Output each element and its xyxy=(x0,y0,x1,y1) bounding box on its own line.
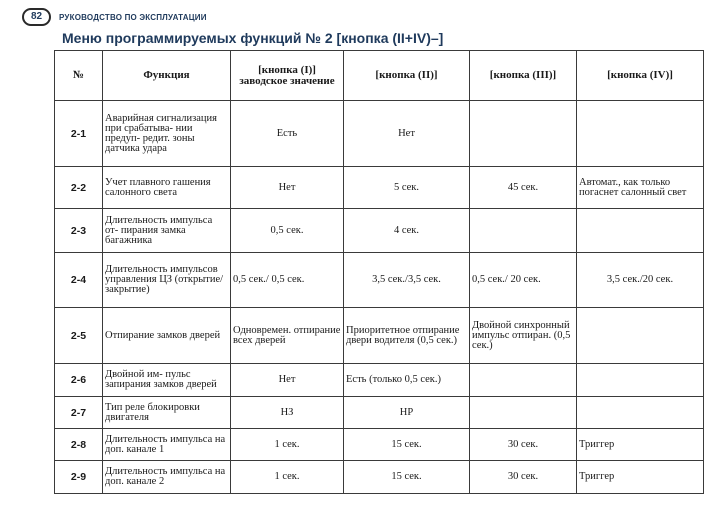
table-row xyxy=(55,209,704,253)
button-3-cell xyxy=(470,101,577,167)
button-3-cell xyxy=(470,364,577,397)
button-2-cell: Приоритетное отпирание двери водителя (0,5 сек.) xyxy=(344,308,470,364)
col-header-button-4: [кнопка (IV)] xyxy=(577,51,704,101)
col-header-button-1: [кнопка (I)] заводское значение xyxy=(231,51,344,101)
button-1-cell: Нет xyxy=(231,364,344,397)
row-number: 2-5 xyxy=(55,308,103,364)
row-number: 2-1 xyxy=(55,101,103,167)
button-2-cell: 15 сек. xyxy=(344,461,470,494)
button-1-cell: 1 сек. xyxy=(231,461,344,494)
button-4-cell: Автомат., как только погаснет салонный свет xyxy=(577,167,704,209)
button-1-cell: 0,5 сек. xyxy=(231,209,344,253)
row-number: 2-6 xyxy=(55,364,103,397)
button-2-cell: 3,5 сек./3,5 сек. xyxy=(344,253,470,308)
col-header-function: Функция xyxy=(103,51,231,101)
row-number: 2-8 xyxy=(55,429,103,461)
function-cell: Тип реле блокировки двигателя xyxy=(103,397,231,429)
section-title: РУКОВОДСТВО ПО ЭКСПЛУАТАЦИИ xyxy=(59,12,207,22)
col-header-button-3: [кнопка (III)] xyxy=(470,51,577,101)
button-4-cell xyxy=(577,209,704,253)
button-3-cell: 30 сек. xyxy=(470,461,577,494)
function-cell: Длительность импульсов управления ЦЗ (открытие/ закрытие) xyxy=(103,253,231,308)
button-3-cell xyxy=(470,397,577,429)
button-3-cell: 0,5 сек./ 20 сек. xyxy=(470,253,577,308)
function-cell: Длительность импульса от- пирания замка багажника xyxy=(103,209,231,253)
functions-table xyxy=(54,50,704,494)
row-number: 2-3 xyxy=(55,209,103,253)
button-2-cell: 4 сек. xyxy=(344,209,470,253)
row-number: 2-4 xyxy=(55,253,103,308)
row-number: 2-9 xyxy=(55,461,103,494)
button-1-cell: Нет xyxy=(231,167,344,209)
button-2-cell: Нет xyxy=(344,101,470,167)
table-row xyxy=(55,167,704,209)
button-4-cell: Триггер xyxy=(577,461,704,494)
table-row xyxy=(55,364,704,397)
table-row xyxy=(55,101,704,167)
header-row xyxy=(55,51,704,101)
button-4-cell xyxy=(577,397,704,429)
button-4-cell xyxy=(577,364,704,397)
button-2-cell: 5 сек. xyxy=(344,167,470,209)
row-number: 2-7 xyxy=(55,397,103,429)
button-1-cell: Одновремен. отпирание всех дверей xyxy=(231,308,344,364)
col-header-num: № xyxy=(55,51,103,101)
button-3-cell: 45 сек. xyxy=(470,167,577,209)
row-number: 2-2 xyxy=(55,167,103,209)
function-cell: Учет плавного гашения салонного света xyxy=(103,167,231,209)
function-cell: Длительность импульса на доп. канале 2 xyxy=(103,461,231,494)
button-4-cell: Триггер xyxy=(577,429,704,461)
button-1-cell: Есть xyxy=(231,101,344,167)
button-3-cell xyxy=(470,209,577,253)
button-2-cell: 15 сек. xyxy=(344,429,470,461)
button-3-cell: 30 сек. xyxy=(470,429,577,461)
button-2-cell: Есть (только 0,5 сек.) xyxy=(344,364,470,397)
function-cell: Длительность импульса на доп. канале 1 xyxy=(103,429,231,461)
table-title: Меню программируемых функций № 2 [кнопка (II+IV)–] xyxy=(62,30,444,46)
page-number: 82 xyxy=(22,8,51,26)
table-row xyxy=(55,461,704,494)
button-2-cell: НР xyxy=(344,397,470,429)
table-row xyxy=(55,429,704,461)
button-1-cell: НЗ xyxy=(231,397,344,429)
button-1-cell: 0,5 сек./ 0,5 сек. xyxy=(231,253,344,308)
page-header xyxy=(22,8,207,26)
function-cell: Двойной им- пульс запирания замков дверей xyxy=(103,364,231,397)
button-3-cell: Двойной синхронный импульс отпиран. (0,5 сек.) xyxy=(470,308,577,364)
function-cell: Аварийная сигнализация при срабатыва- нии предуп- редит. зоны датчика удара xyxy=(103,101,231,167)
table-row xyxy=(55,253,704,308)
table-row xyxy=(55,397,704,429)
table-row xyxy=(55,308,704,364)
button-1-cell: 1 сек. xyxy=(231,429,344,461)
button-4-cell xyxy=(577,101,704,167)
col-header-button-2: [кнопка (II)] xyxy=(344,51,470,101)
function-cell: Отпирание замков дверей xyxy=(103,308,231,364)
button-4-cell: 3,5 сек./20 сек. xyxy=(577,253,704,308)
button-4-cell xyxy=(577,308,704,364)
